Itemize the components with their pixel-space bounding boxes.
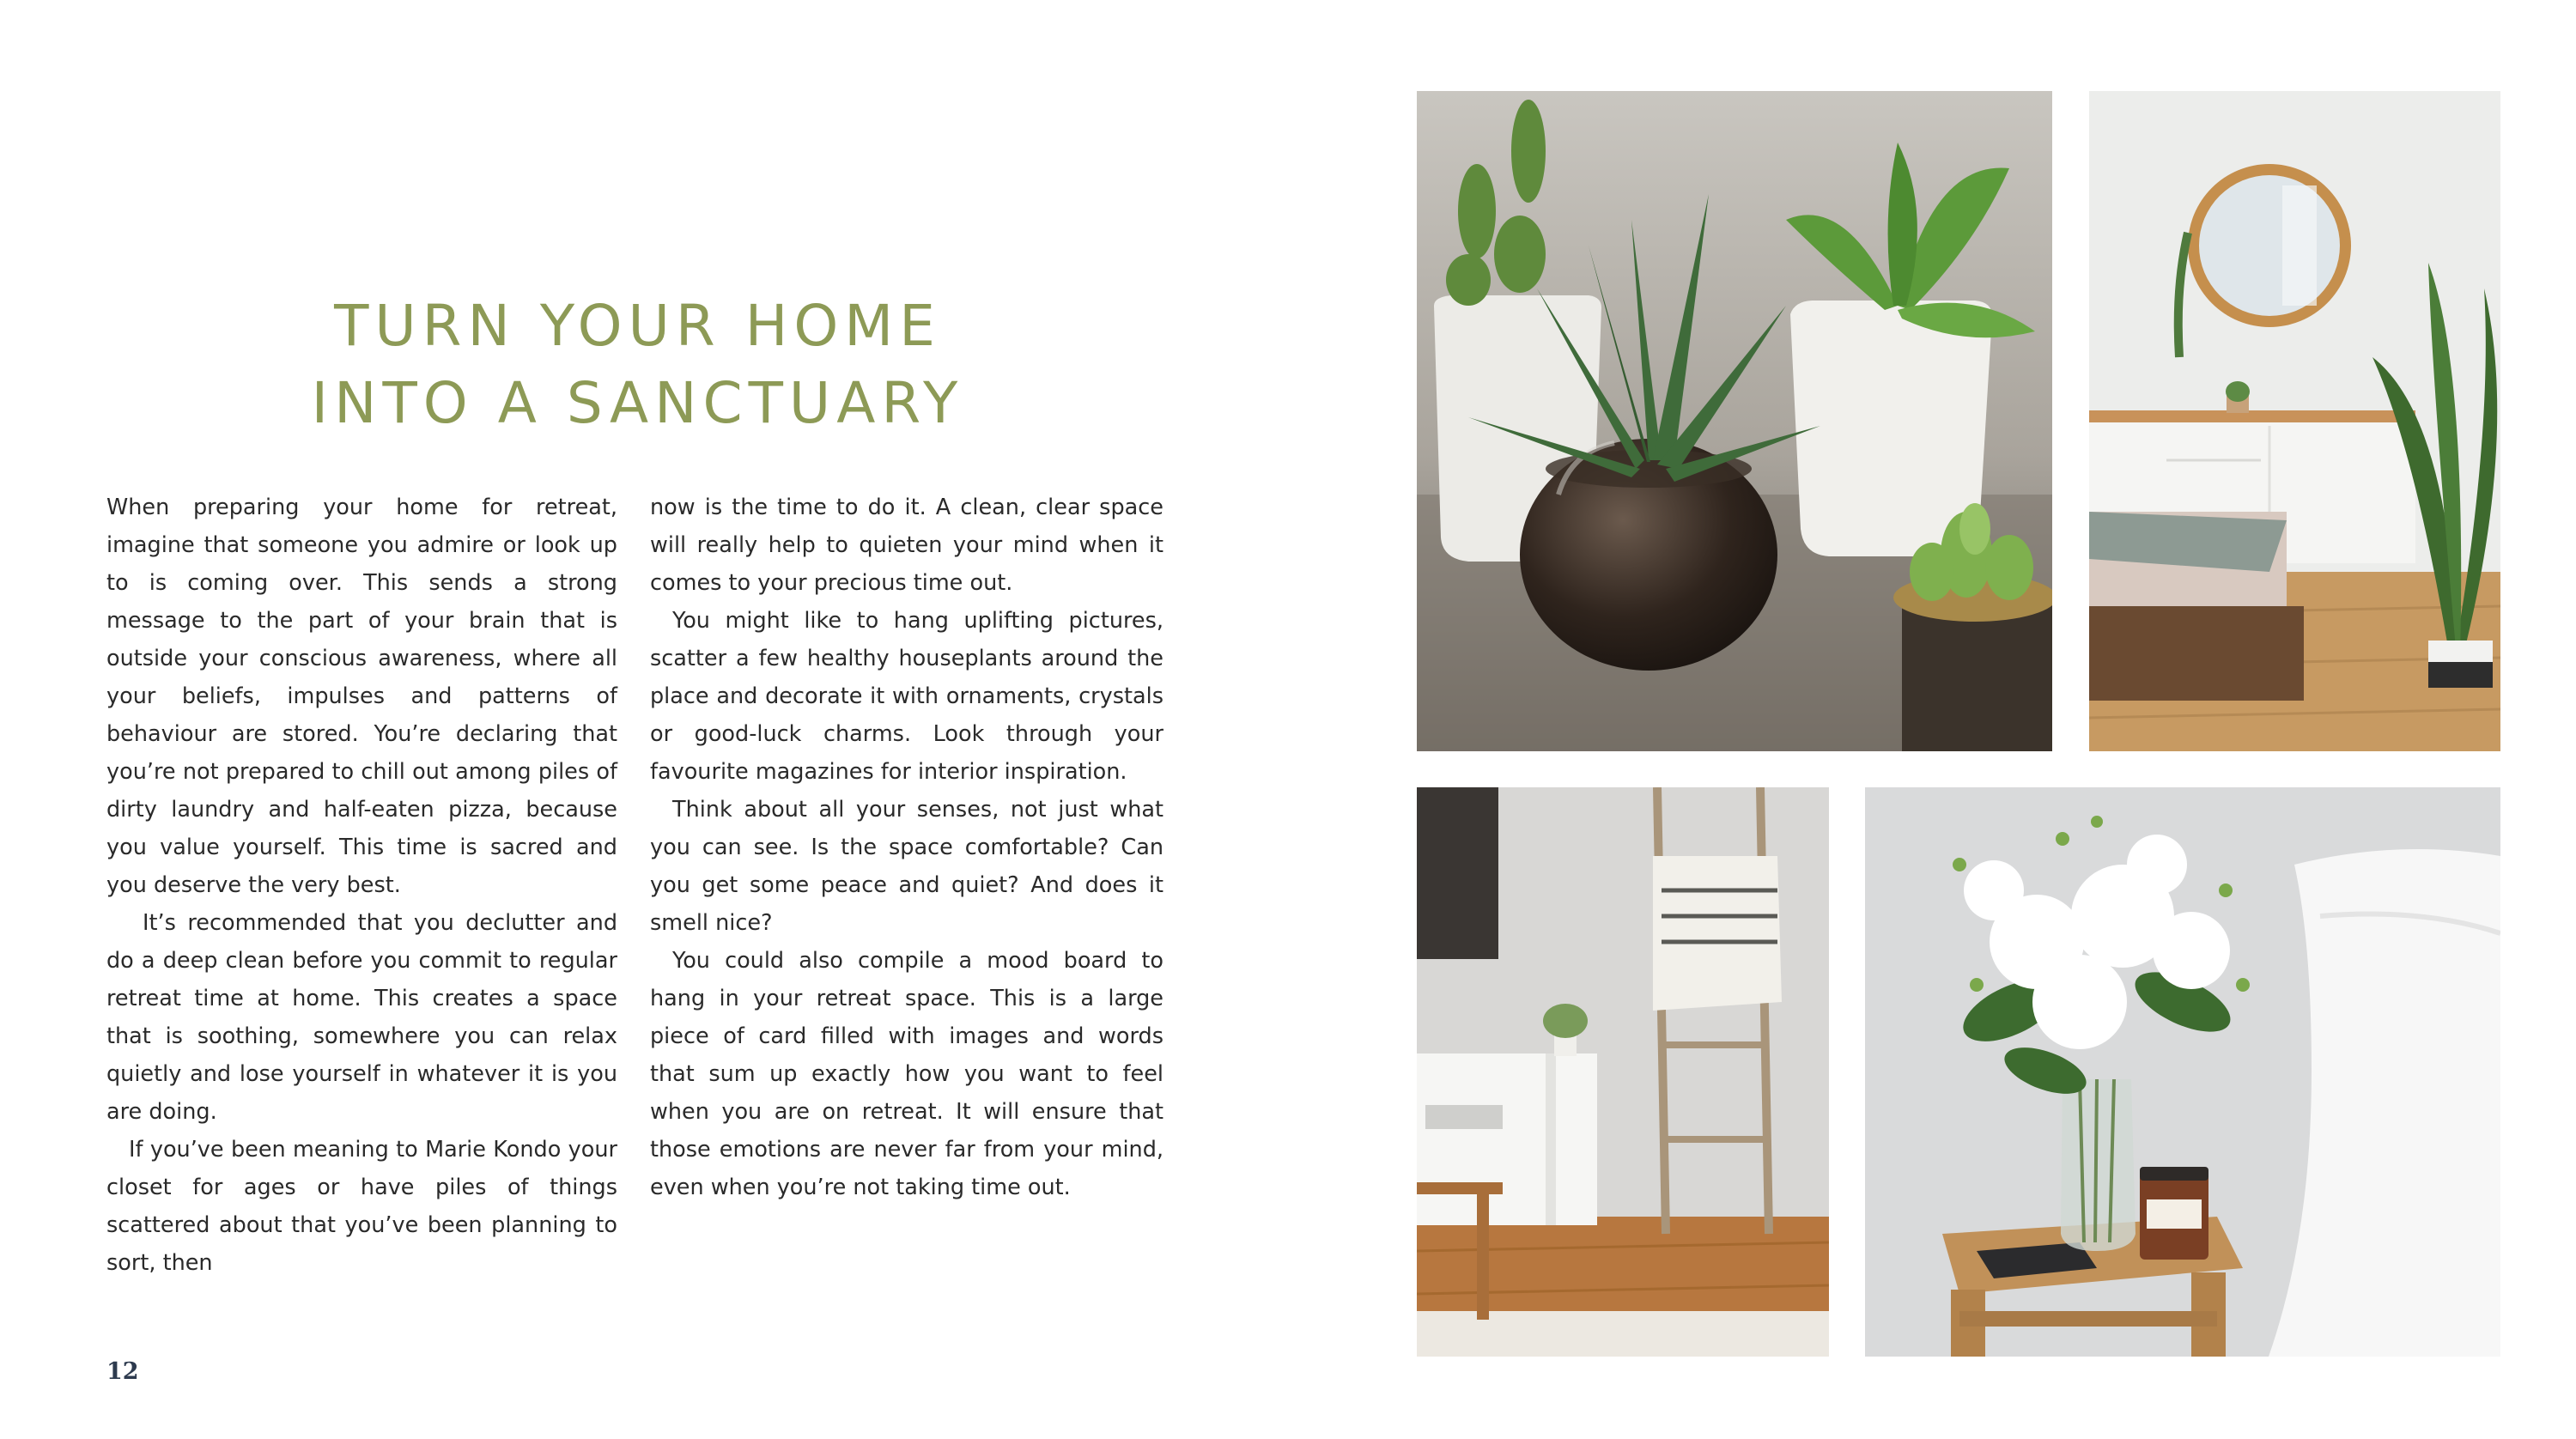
succulent-photo [1417,91,2052,751]
page-title-line-2: INTO A SANCTUARY [311,370,964,436]
paragraph: now is the time to do it. A clean, clear space will really help to quieten your mind when it comes to your precious time out. [650,495,1163,596]
paragraph: When preparing your home for retreat, imagine that someone you admire or look up to is coming over. This sends a strong message to the part of your brain that is outside your conscious awareness, where all your beliefs, impulses and patterns of behaviour are stored. You’re declaring that you’re not prepared to chill out among piles of dirty laundry and half-eaten pizza, because you value yourself. This time is sacred and you deserve the very best. [106,495,617,898]
bedroom-photo [2089,91,2500,751]
page-title [103,288,1172,442]
flowers-photo [1865,787,2500,1357]
paragraph: It’s recommended that you declutter and do a deep clean before you commit to regular retreat time at home. This creates a space that is soothing, somewhere you can relax quietly and lose yourself in whatever it is you are doing. [106,910,617,1125]
paragraph: Think about all your senses, not just what you can see. Is the space comfortable? Can you get some peace and quiet? And does it smell nice? [650,797,1163,936]
page-number: 12 [106,1358,139,1385]
ladder-photo [1417,787,1829,1357]
body-column-2 [650,489,1163,1206]
paragraph: If you’ve been meaning to Marie Kondo your closet for ages or have piles of things scattered about that you’ve been planning to sort, then [106,1137,617,1276]
page-title-line-1: TURN YOUR HOME [334,293,941,359]
paragraph: You could also compile a mood board to hang in your retreat space. This is a large piece of card filled with images and words that sum up exactly how you want to feel when you are on retreat. It will ensure that those emotions are never far from your mind, even when you’re not taking time out. [650,948,1163,1200]
paragraph: You might like to hang uplifting pictures, scatter a few healthy houseplants around the place and decorate it with ornaments, crystals or good-luck charms. Look through your favourite magazines for interior inspiration. [650,608,1163,785]
body-column-1 [106,489,617,1282]
